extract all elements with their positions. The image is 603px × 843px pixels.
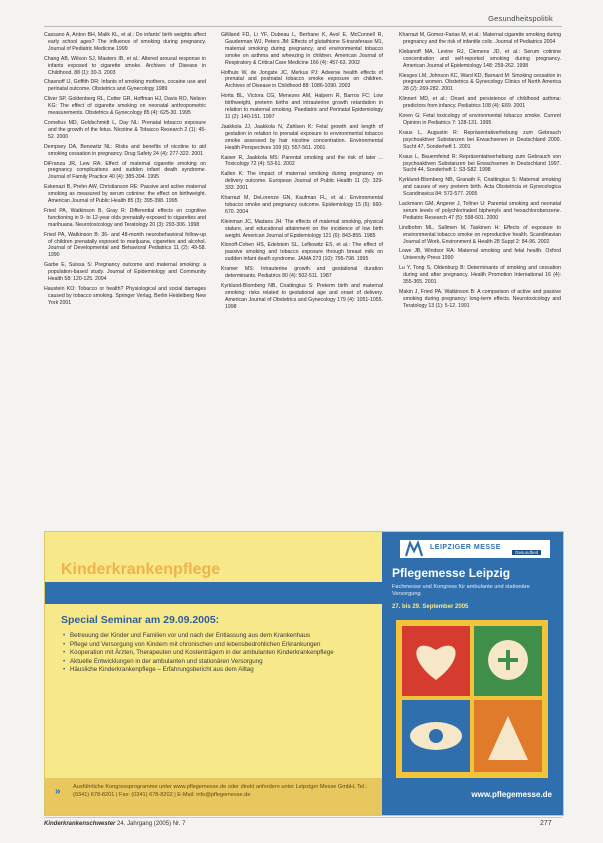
footer-divider xyxy=(44,817,562,818)
logo-text: LEIPZIGER MESSE xyxy=(430,544,501,551)
reference-item: Klesges LM, Johnson KC, Ward KD, Barnard M: Smoking cessation in pregnant women. Obstetrics & Gynecology Clinics of North America 28 (2): 269-282. 2001 xyxy=(399,72,561,93)
reference-item: Kharrazi M, DeLorenze GN, Kaufman FL, et al.: Environmental tobacco smoke and pregnancy outcome. Epidemiology 15 (6): 660-670. 2004 xyxy=(221,195,383,215)
reference-item: Cliver SP, Goldenberg RL, Cutter GR, Hoffman HJ, Davis RO, Nelson KG: The effect of cigarette smoking on neonatal anthropometric measurements. Obstetrics & Gynecology 85 (4): 625-30. 1995 xyxy=(44,96,206,117)
reference-item: DiFranza JR, Lew RA: Effect of maternal cigarette smoking on pregnancy complications and sudden infant death syndrome. Journal of Family Practice 40 (4): 385-394. 1995 xyxy=(44,160,206,181)
reference-item: Lindbohm ML, Sallmen M, Taskinen H: Effects of exposure to environmental tobacco smoke on reproductive health. Scandinavian Journal of Work, Environment & Health 28 Suppl 2: 84-96. 2002 xyxy=(399,224,561,245)
reference-column-1 xyxy=(44,32,206,310)
reference-item: Lu Y, Tong S, Oldenburg B: Determinants of smoking and cessation during and after pregnancy. Health Promotion International 16 (4): 355-365. 2001 xyxy=(399,265,561,286)
seminar-heading: Special Seminar am 29.09.2005: xyxy=(61,614,220,626)
journal-footer xyxy=(44,821,185,827)
messe-m-icon xyxy=(404,540,424,558)
reference-item: Dempsey DA, Benowitz NL: Risks and benefits of nicotine to aid smoking cessation in pregnancy. Drug Safety 24 (4): 277-322. 2001 xyxy=(44,143,206,157)
reference-item: Klinnert MD, et al.: Onset and persistence of childhood asthma: predictors from infancy. Pediatrics 108 (4): E69. 2001 xyxy=(399,96,561,110)
seminar-topic: • Aktuelle Entwicklungen in der ambulanten und stationären Versorgung xyxy=(63,658,373,667)
reference-item: Haustein KO: Tobacco or health? Physiological and social damages caused by tobacco smoking. Springer Verlag, Berlin Heidelberg New York 2001 xyxy=(44,286,206,306)
reference-item: Garbe E, Suissa S: Pregnancy outcome and maternal smoking: a population-based study. Journal of Epidemiology and Community Health 58: 120-125. 2004 xyxy=(44,262,206,283)
reference-item: Kyrklund-Blomberg NB, Granath F, Cnattingius S: Maternal smoking and causes of very preterm birth. Acta Obstetricia et Gynecologica Scandinavica 84: 572-577. 2005 xyxy=(399,177,561,198)
reference-item: Horta BL, Victora CG, Menezes AM, Halpern R, Barros FC: Low birthweight, preterm births and intrauterine growth retardation in relation to maternal smoking. Paediatric and Perinatal Epidemiology 11 (2): 140-151. 1997 xyxy=(221,93,383,120)
reference-item: Eskenazi B, Prehn AW, Christianson RE: Passive and active maternal smoking as measured by serum cotinine: the effect on birthweight. American Journal of Public Health 85 (3): 395-398. 1995 xyxy=(44,184,206,205)
leipziger-messe-logo xyxy=(400,540,550,558)
reference-item: Lowe JB, Windsor RA: Maternal smoking and fetal health. Oxford University Press 1990 xyxy=(399,248,561,262)
ad-title-bar xyxy=(45,582,382,604)
seminar-topic: • Pflege und Versorgung von Kindern mit chronischen und lebensbedrohlichen Erkrankungen xyxy=(63,641,373,650)
reference-column-3 xyxy=(399,32,561,313)
seminar-topic: • Kooperation mit Ärzten, Therapeuten und Kostenträgern in der ambulanten Kinderkrankenpflege xyxy=(63,649,373,658)
fair-title: Pflegemesse Leipzig xyxy=(392,566,511,580)
fair-date: 27. bis 29. September 2005 xyxy=(392,604,469,610)
logo-subtitle: Gesundheit xyxy=(512,550,541,555)
journal-issue: 24. Jahrgang (2005) Nr. 7 xyxy=(117,821,186,827)
seminar-topics xyxy=(63,632,373,675)
reference-item: Kramer MS: Intrauterine growth and gestational duration determinants. Pediatrics 80 (4): 502-511. 1987 xyxy=(221,266,383,280)
reference-item: Kraus L, Augustin R: Repräsentativerhebung zum Gebrauch psychoaktiver Substanzen bei Erwachsenen in Deutschland 2000. Sucht 47, Sonderheft 1. 2001 xyxy=(399,129,561,150)
reference-item: Hofhuis W, de Jongste JC, Merkus PJ: Adverse health effects of prenatal and postnatal tobacco smoke exposure on children. Archives of Disease in Childhood 88: 1086-1090. 2003 xyxy=(221,69,383,90)
ad-contact-bar xyxy=(45,778,382,815)
ad-contact-text: Ausführliche Kongressprogramme unter www.pflegemesse.de oder direkt anfordern unter Leipziger Messe GmbH, Tel.: (0341) 678-8201 | Fax: (0341) 678-8202 | E-Mail: info@pflegemesse.de xyxy=(73,784,368,798)
section-header: Gesundheitspolitik xyxy=(488,14,553,23)
reference-item: Chang AB, Wilson SJ, Masters IB, et al.: Altered arousal response in infants exposed to cigarette smoke. Archives of Disease in Childhood. 88 (1): 30-3. 2003 xyxy=(44,55,206,76)
reference-item: Lackmann GM, Angerer J, Tollner U: Parental smoking and neonatal serum levels of polychlorinated biphenyls and hexachlorobenzene. Pediatric Research 47 (5): 598-601. 2000 xyxy=(399,201,561,221)
fair-subtitle: Fachmesse und Kongress für ambulante und stationäre Versorgung xyxy=(392,584,530,597)
reference-item: Kyrklund-Blomberg NB, Cnattingius S: Preterm birth and maternal smoking: risks related to gestational age and onset of delivery. American Journal of Obstetrics and Gynecology 179 (4): 1051-1055. 1998 xyxy=(221,283,383,310)
seminar-topic: • Betreuung der Kinder und Familien vor und nach der Entlassung aus dem Krankenhaus xyxy=(63,632,373,641)
reference-item: Kaiser R, Jaakkola MS: Parental smoking and the risk of later ... Toxicology 72 (4): 53-61. 2002 xyxy=(221,154,383,168)
journal-name: Kinderkrankenschwester xyxy=(44,821,116,827)
reference-item: Klebanoff MA, Levine RJ, Clemens JD, et al.: Serum cotinine concentration and self-reported smoking during pregnancy. American Journal of Epidemiology 148: 259-262. 1998 xyxy=(399,48,561,69)
reference-column-2 xyxy=(221,32,383,314)
reference-item: Kleinman JC, Madans JH: The effects of maternal smoking, physical stature, and educational attainment on the incidence of low birth weight. American Journal of Epidemiology 121 (6): 843-855. 1985 xyxy=(221,218,383,239)
reference-item: Cassano A, Anton BH, Malik KL, et al.: Do infants' birth weights affect early school ages? The influence of smoking during pregnancy. Journal of Pediatric Medicine 1999 xyxy=(44,32,206,52)
reference-item: Fried PA, Watkinson B: 36- and 48-month neurobehavioral follow-up of children prenatally exposed to marijuana, cigarettes and alcohol. Journal of Developmental and Behavioral Pediatrics 11 (2): 49-58. 1990 xyxy=(44,231,206,259)
reference-item: Fried PA, Watkinson B, Gray R: Differential effects on cognitive functioning in 9- to 12-year olds prenatally exposed to cigarettes and marihuana. Neurotoxicology and Teratology 20 (3): 293-306. 1998 xyxy=(44,207,206,228)
reference-item: Makin J, Fried PA, Watkinson B: A comparison of active and passive smoking during pregnancy: long-term effects. Neurotoxicology and Teratology 13 (1): 5-12. 1991 xyxy=(399,289,561,309)
reference-item: Jaakkola JJ, Jaakkola N, Zahlsen K: Fetal growth and length of gestation in relation to prenatal exposure to environmental tobacco smoke assessed by hair nicotine concentration. Environmental Health Perspectives 109 (6): 557-561. 2001 xyxy=(221,123,383,151)
reference-item: Koren G: Fetal toxicology of environmental tobacco smoke. Current Opinion in Pediatrics 7: 128-131. 1995 xyxy=(399,113,561,126)
reference-item: Kallen K: The impact of maternal smoking during pregnancy on delivery outcome. European Journal of Public Health 11 (3): 329-333. 2001 xyxy=(221,171,383,192)
header-divider xyxy=(44,26,562,27)
reference-item: Kraus L, Bauernfeind R: Repräsentativerhebung zum Gebrauch von psychoaktiven Substanzen bei Erwachsenen in Deutschland 1997. Sucht 44, Sonderheft 1: S3-S82. 1998 xyxy=(399,153,561,174)
reference-item: Chasnoff IJ, Griffith DR: Infants of smoking mothers, cocaine use and perinatal outcome. Obstetrics and Gynecology 1989 xyxy=(44,79,206,93)
advertisement xyxy=(44,531,564,816)
ad-title: Kinderkrankenpflege xyxy=(61,561,221,578)
page-number: 277 xyxy=(540,820,552,827)
reference-item: Kharrazi M, Gomez-Farias M, et al.: Maternal cigarette smoking during pregnancy and the risk of infantile colic. Journal of Pediatrics 2004 xyxy=(399,32,561,45)
ad-seminar-panel xyxy=(45,532,382,815)
reference-item: Gilliland FD, Li YF, Dubeau L, Berhane K, Avol E, McConnell R, Gauderman WJ, Peters JM: Effects of glutathione S-transferase M1, maternal smoking during pregnancy, and environmental tobacco smoke on asthma and wheezing in children. American Journal of Respiratory & Critical Care Medicine 166 (4): 457-63. 2002 xyxy=(221,32,383,66)
fair-url: www.pflegemesse.de xyxy=(471,790,552,799)
double-chevron-right-icon: » xyxy=(55,786,61,797)
fair-artwork-illustration xyxy=(396,620,548,778)
reference-item: Cornelius MD, Goldschmidt L, Day NL: Prenatal tobacco exposure and the growth of the fetus. Nicotine & Tobacco Research 2 (1): 45-52. 2000 xyxy=(44,119,206,140)
seminar-topic: • Häusliche Kinderkrankenpflege – Erfahrungsbericht aus dem Alltag xyxy=(63,666,373,675)
reference-item: Klonoff-Cohen HS, Edelstein SL, Lefkowitz ES, et al.: The effect of passive smoking and tobacco exposure through breast milk on sudden infant death syndrome. JAMA 273 (10): 795-798. 1995 xyxy=(221,242,383,263)
ad-fair-panel xyxy=(382,532,563,815)
